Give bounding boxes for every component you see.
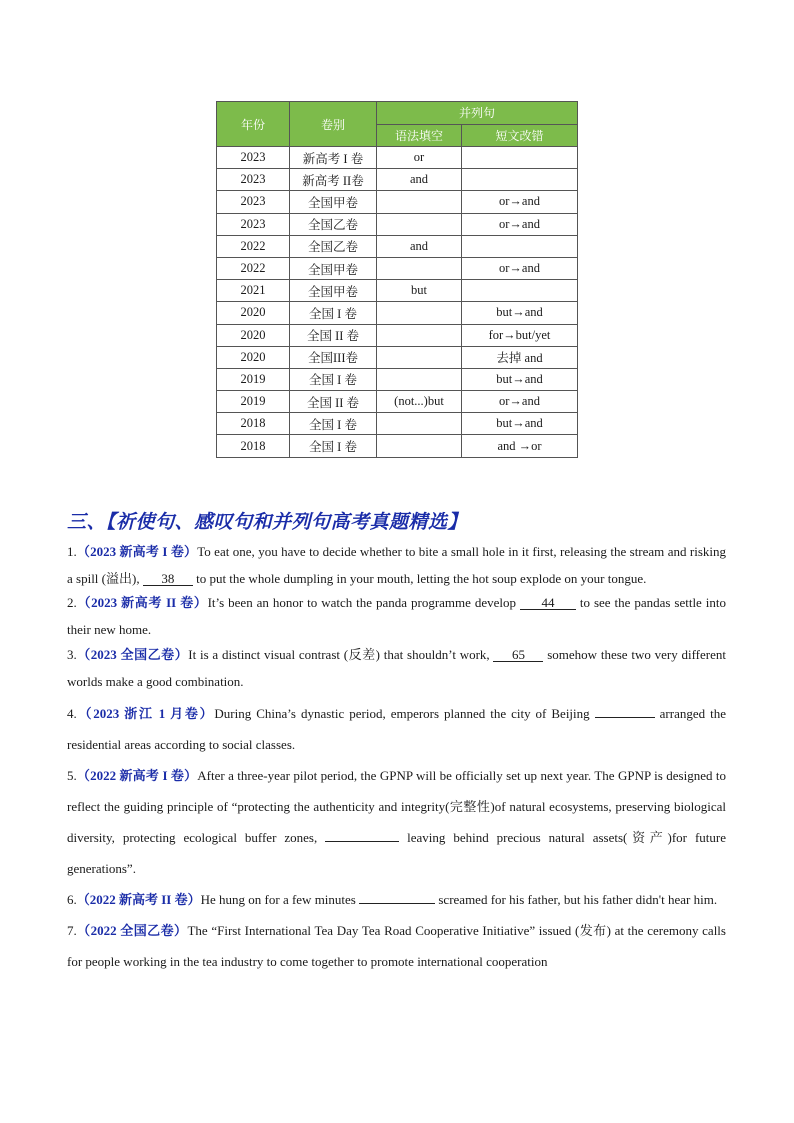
question-text-continued: to see the pandas settle into their new home. <box>67 595 726 637</box>
question-text: The “First International Tea Day Tea Road Cooperative Initiative” issued (发布) at the ceremony calls for people working in the tea industry to come together to promote international cooperation <box>67 923 726 969</box>
cell-grammar-fill <box>377 435 462 457</box>
header-year: 年份 <box>217 102 290 147</box>
cell-paper: 全国 I 卷 <box>290 435 377 457</box>
cell-grammar-fill <box>377 302 462 324</box>
cell-year: 2020 <box>217 324 290 346</box>
cell-grammar-fill <box>377 413 462 435</box>
table-row <box>217 413 578 435</box>
cell-paper: 全国乙卷 <box>290 213 377 235</box>
cell-error-correction: and →or <box>462 435 578 457</box>
cell-error-correction: or→and <box>462 257 578 279</box>
cell-error-correction: 去掉 and <box>462 346 578 368</box>
cell-error-correction <box>462 147 578 169</box>
cell-paper: 全国III卷 <box>290 346 377 368</box>
question-text: To eat one, you have to decide whether to bite a small hole in it first, releasing the stream and risking a spill (溢出), <box>67 544 727 586</box>
cell-year: 2019 <box>217 368 290 390</box>
cell-paper: 全国 I 卷 <box>290 413 377 435</box>
cell-error-correction <box>462 280 578 302</box>
question-source: （2023 新高考 I 卷） <box>76 544 198 559</box>
question-number: 6. <box>67 892 77 907</box>
question-number: 4. <box>67 706 77 721</box>
question-number: 7. <box>67 923 77 938</box>
cell-paper: 新高考 I 卷 <box>290 147 377 169</box>
cell-error-correction <box>462 169 578 191</box>
question-source: （2023 新高考 II 卷） <box>76 595 208 610</box>
cell-error-correction: for→but/yet <box>462 324 578 346</box>
cell-grammar-fill <box>377 191 462 213</box>
cell-year: 2021 <box>217 280 290 302</box>
question-text: It is a distinct visual contrast (反差) that shouldn’t work, <box>188 647 494 662</box>
question-source: （2022 新高考 I 卷） <box>76 768 198 783</box>
cell-grammar-fill: and <box>377 235 462 257</box>
table-row <box>217 169 578 191</box>
answer-blank[interactable] <box>595 717 655 718</box>
cell-error-correction: but→and <box>462 368 578 390</box>
question-text: He hung on for a few minutes <box>200 892 360 907</box>
question-list <box>67 538 726 977</box>
cell-year: 2023 <box>217 191 290 213</box>
header-coordinate-sentence: 并列句 <box>377 102 578 125</box>
cell-year: 2018 <box>217 435 290 457</box>
cell-paper: 全国 II 卷 <box>290 324 377 346</box>
table-body <box>217 147 578 458</box>
cell-year: 2023 <box>217 213 290 235</box>
answer-blank[interactable] <box>359 903 435 904</box>
cell-grammar-fill: or <box>377 147 462 169</box>
question-item <box>67 760 726 884</box>
cell-grammar-fill: and <box>377 169 462 191</box>
header-grammar-fill: 语法填空 <box>377 124 462 147</box>
question-number: 5. <box>67 768 77 783</box>
header-error-correction: 短文改错 <box>462 124 578 147</box>
cell-year: 2023 <box>217 147 290 169</box>
cell-error-correction: but→and <box>462 413 578 435</box>
table-row <box>217 235 578 257</box>
question-item <box>67 915 726 977</box>
cell-year: 2020 <box>217 346 290 368</box>
question-text-continued: leaving behind precious natural assets(资产)for future generations”. <box>67 830 726 876</box>
cell-year: 2022 <box>217 235 290 257</box>
answer-blank[interactable]: 38 <box>143 572 193 586</box>
question-source: （2022 全国乙卷） <box>76 923 188 938</box>
answer-blank[interactable]: 65 <box>493 648 543 662</box>
cell-grammar-fill <box>377 368 462 390</box>
cell-year: 2022 <box>217 257 290 279</box>
cell-grammar-fill: (not...)but <box>377 391 462 413</box>
table-row <box>217 324 578 346</box>
cell-year: 2023 <box>217 169 290 191</box>
cell-year: 2020 <box>217 302 290 324</box>
table-row <box>217 191 578 213</box>
question-source: （2022 新高考 II 卷） <box>76 892 201 907</box>
cell-paper: 全国甲卷 <box>290 280 377 302</box>
question-item <box>67 589 726 643</box>
cell-paper: 全国甲卷 <box>290 191 377 213</box>
table-row <box>217 302 578 324</box>
table-row <box>217 257 578 279</box>
question-text-continued: to put the whole dumpling in your mouth, letting the hot soup explode on your tongue. <box>192 571 647 586</box>
question-number: 2. <box>67 595 77 610</box>
cell-grammar-fill <box>377 346 462 368</box>
table-row <box>217 368 578 390</box>
question-text: It’s been an honor to watch the panda programme develop <box>207 595 520 610</box>
cell-grammar-fill <box>377 257 462 279</box>
question-item <box>67 884 726 915</box>
question-number: 3. <box>67 647 77 662</box>
cell-paper: 全国乙卷 <box>290 235 377 257</box>
question-text-continued: arranged the residential areas according to social classes. <box>67 706 726 752</box>
question-item <box>67 641 726 695</box>
cell-paper: 新高考 II卷 <box>290 169 377 191</box>
question-text: During China’s dynastic period, emperors planned the city of Beijing <box>214 706 595 721</box>
cell-error-correction: or→and <box>462 213 578 235</box>
question-text: After a three-year pilot period, the GPNP will be officially set up next year. The GPNP is designed to reflect the guiding principle of “protecting the authenticity and integrity(完整性)of natural ecosystems, preserving biological diversity, protecting ecological buffer zones, <box>67 768 726 845</box>
cell-error-correction: or→and <box>462 191 578 213</box>
question-text-continued: somehow these two very different worlds make a good combination. <box>67 647 726 689</box>
question-source: （2023 全国乙卷） <box>76 647 189 662</box>
section-title: 三、【祈使句、感叹句和并列句高考真题精选】 <box>67 511 468 533</box>
cell-year: 2019 <box>217 391 290 413</box>
cell-grammar-fill <box>377 213 462 235</box>
question-text-continued: screamed for his father, but his father didn't hear him. <box>435 892 718 907</box>
cell-paper: 全国甲卷 <box>290 257 377 279</box>
table-row <box>217 391 578 413</box>
table-row <box>217 346 578 368</box>
cell-paper: 全国 I 卷 <box>290 368 377 390</box>
cell-paper: 全国 II 卷 <box>290 391 377 413</box>
cell-error-correction: but→and <box>462 302 578 324</box>
answer-blank[interactable] <box>325 841 399 842</box>
cell-error-correction: or→and <box>462 391 578 413</box>
table-row <box>217 435 578 457</box>
cell-year: 2018 <box>217 413 290 435</box>
question-source: （2023 浙江 1 月卷） <box>76 706 215 721</box>
coordinate-sentence-table <box>216 101 578 458</box>
table-row <box>217 280 578 302</box>
header-paper: 卷别 <box>290 102 377 147</box>
question-number: 1. <box>67 544 77 559</box>
question-item <box>67 698 726 760</box>
cell-grammar-fill <box>377 324 462 346</box>
table-row <box>217 213 578 235</box>
table-row <box>217 147 578 169</box>
question-item <box>67 538 726 592</box>
cell-error-correction <box>462 235 578 257</box>
cell-paper: 全国 I 卷 <box>290 302 377 324</box>
cell-grammar-fill: but <box>377 280 462 302</box>
answer-blank[interactable]: 44 <box>520 596 576 610</box>
